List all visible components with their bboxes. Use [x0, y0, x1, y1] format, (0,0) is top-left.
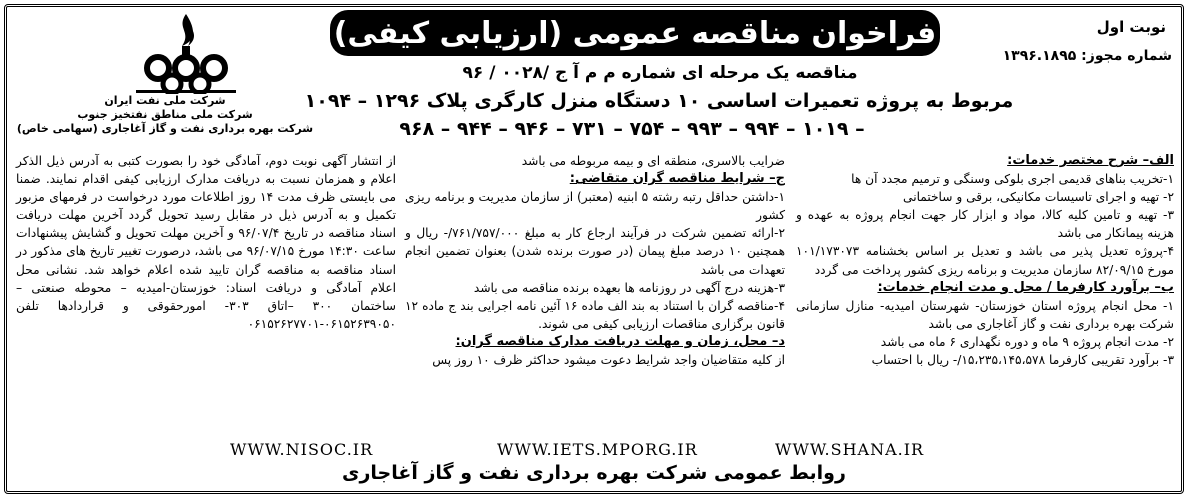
heading-documents: د– محل، زمان و مهلت دریافت مدارک مناقصه گران:: [455, 333, 785, 349]
subject-line-1: مربوط به پروژه تعمیرات اساسی ۱۰ دستگاه منزل کارگری پلاک ۱۲۹۶ – ۱۰۹۴: [304, 90, 1014, 112]
section-c-d-column: [405, 152, 785, 369]
permit-number: شماره مجوز: ۱۳۹۶.۱۸۹۵: [1002, 48, 1172, 64]
heading-estimate: ب– برآورد کارفرما / محل و مدت انجام خدمات:: [877, 279, 1174, 295]
section-a-b-column: [796, 152, 1174, 369]
condition-item-3: ۳-هزینه درج آگهی در روزنامه ها بعهده برنده مناقصه می باشد: [473, 280, 785, 295]
condition-item-4: ۴-مناقصه گران با استناد به بند الف ماده ۱۶ آئین نامه اجرایی بند ج ماده ۱۲ قانون برگزاری مناقصات ارزیابی کیفی می شوند.: [405, 298, 785, 331]
estimate-item-3: ۳- برآورد تقریبی کارفرما ۱۵،۲۳۵،۱۴۵،۵۷۸/- ریال با احتساب: [871, 353, 1174, 368]
condition-item-2: ۲-ارائه تضمین شرکت در فرآیند ارجاع کار به مبلغ ۷۶۱/۷۵۷/۰۰۰/- ریال و همچنین ۱۰ درصد مبلغ پیمان (در صورت برنده شدن) بعنوان تضمین انجام تعهدات می باشد: [405, 226, 786, 277]
company-names: [10, 94, 320, 136]
estimate-item-2: ۲- مدت انجام پروژه ۹ ماه و دوره نگهداری ۶ ماه می باشد: [880, 334, 1174, 349]
website-shana[interactable]: WWW.SHANA.IR: [775, 440, 925, 459]
heading-conditions: ج– شرایط مناقصه گران متقاضی:: [569, 171, 785, 187]
condition-item-1: ۱-داشتن حداقل رتبه رشته ۵ ابنیه (معتبر) از سازمان مدیریت و برنامه ریزی کشور: [405, 190, 786, 223]
websites-row: [0, 440, 1188, 462]
tender-number: مناقصه یک مرحله ای شماره م م آ ج /۰۰۲۸ / ۹۶: [462, 63, 858, 83]
service-item-4: ۴-پروژه تعدیل پذیر می باشد و تعدیل بر اساس بخشنامه ۱۰۱/۱۷۳۰۷۳ مورخ ۸۲/۰۹/۱۵ سازمان مدیریت و برنامه ریزی کشور پرداخت می گردد: [796, 244, 1174, 277]
website-iets[interactable]: WWW.IETS.MPORG.IR: [497, 440, 698, 459]
nioc-logo: [96, 10, 276, 94]
service-item-1: ۱-تخریب بناهای قدیمی اجری بلوکی وسنگی و ترمیم مجدد آن ها: [851, 172, 1174, 187]
notice-title: فراخوان مناقصه عمومی (ارزیابی کیفی): [333, 15, 937, 51]
instructions-column: [16, 152, 396, 333]
company-name-1: شرکت ملی نفت ایران: [104, 94, 226, 107]
public-relations-footer: روابط عمومی شرکت بهره برداری نفت و گاز آغاجاری: [342, 462, 846, 484]
service-item-2: ۲- تهیه و اجرای تاسیسات مکانیکی، برقی و ساختمانی: [903, 190, 1174, 205]
documents-item-1: از کلیه متقاضیان واجد شرایط دعوت میشود حداکثر ظرف ۱۰ روز پس: [432, 353, 785, 368]
estimate-continued: ضرایب بالاسری، منطقه ای و بیمه مربوطه می باشد: [521, 154, 785, 168]
subject-line-2: – ۱۰۱۹ – ۹۹۴ – ۹۹۳ – ۷۵۴ – ۷۳۱ – ۹۴۶ – ۹۴۴ – ۹۶۸: [399, 118, 865, 140]
company-name-2: شرکت ملی مناطق نفتخیز جنوب: [77, 108, 253, 121]
heading-services: الف– شرح مختصر خدمات:: [1007, 153, 1174, 168]
notice-title-banner: [330, 10, 940, 56]
website-nisoc[interactable]: WWW.NISOC.IR: [230, 440, 374, 459]
company-name-3: شرکت بهره برداری نفت و گاز آغاجاری (سهامی خاص): [16, 122, 314, 135]
round-label: نوبت اول: [1096, 18, 1166, 36]
flame-icon: [116, 10, 256, 94]
service-item-3: ۳- تهیه و تامین کلیه کالا، مواد و ابزار کار جهت انجام پروژه به عهده و هزینه پیمانکار می باشد: [796, 208, 1174, 241]
instructions-text: از انتشار آگهی نوبت دوم، آمادگی خود را بصورت کتبی به آدرس ذیل الذکر اعلام و همزمان نسبت به دریافت مدارک ارزیابی کیفی اقدام نمایند. ضمنا می بایستی ظرف مدت ۱۴ روز اطلاعات مورد درخواست در فرمهای مزبور تکمیل و به آدرس ذیل در مقابل رسید تحویل گردد آخرین مهلت دریافت اسناد مناقصه در تاریخ ۹۶/۰۷/۴ و آخرین مهلت تحویل و گشایش پیشنهادات ساعت ۱۴:۳۰ مورخ ۹۶/۰۷/۱۵ می باشد، درصورت تغییر تاریخ های مذکور در اسناد مناقصه به مناقصه گران تایید شده اعلام خواهد شد. نشانی محل اعلام آمادگی و دریافت اسناد: خوزستان-امیدیه – محوطه صنعتی – ساختمان ۳۰۰ –اتاق ۳۰۳- امورحقوقی و قراردادها تلفن ۰۶۱۵۲۶۳۹۰۵۰-۰۶۱۵۲۶۲۷۷۰۱: [16, 154, 396, 331]
estimate-item-1: ۱- محل انجام پروژه استان خوزستان- شهرستان امیدیه- منازل سازمانی شرکت بهره برداری نفت و گاز آغاجاری می باشد: [796, 298, 1174, 331]
